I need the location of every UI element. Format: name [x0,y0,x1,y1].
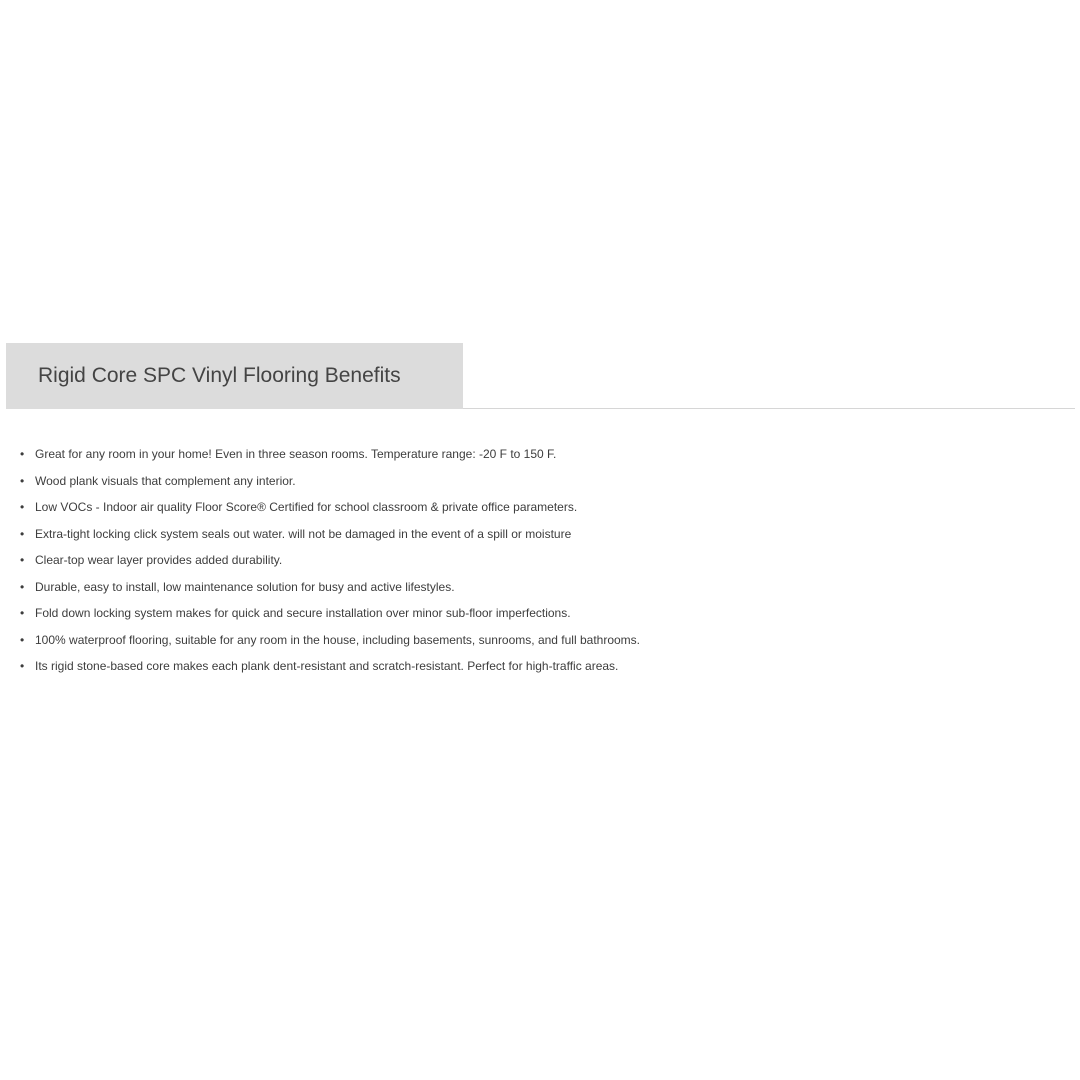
list-item-text: Extra-tight locking click system seals out water. will not be damaged in the event of a spill or moisture [35,526,572,541]
bullet-icon: • [20,553,25,567]
list-item-text: 100% waterproof flooring, suitable for any room in the house, including basements, sunrooms, and full bathrooms. [35,632,641,647]
bullet-icon: • [20,632,25,647]
list-item [20,468,1078,495]
list-item [20,627,1078,654]
list-item-text: Fold down locking system makes for quick and secure installation over minor sub-floor imperfections. [35,606,571,620]
bullet-icon: • [20,606,25,620]
list-item [20,494,1078,521]
list-item [20,547,1078,574]
list-item-text: Great for any room in your home! Even in three season rooms. Temperature range: -20 F to 150 F. [35,447,557,461]
tab-bar [6,343,1075,409]
list-item [20,441,1078,468]
bullet-icon: • [20,526,25,541]
benefits-list [20,441,1078,680]
list-item-text: Clear-top wear layer provides added durability. [35,553,283,567]
list-item [20,521,1078,548]
list-item-text: Durable, easy to install, low maintenance solution for busy and active lifestyles. [35,579,455,594]
list-item [20,574,1078,601]
list-item [20,653,1078,680]
bullet-icon: • [20,447,25,461]
list-item-text: Wood plank visuals that complement any interior. [35,473,296,488]
bullet-icon: • [20,473,25,488]
tab-rigid-core-spc-benefits[interactable]: Rigid Core SPC Vinyl Flooring Benefits [6,343,463,409]
list-item-text: Low VOCs - Indoor air quality Floor Score® Certified for school classroom & private office parameters. [35,500,578,514]
list-item [20,600,1078,627]
list-item-text: Its rigid stone-based core makes each plank dent-resistant and scratch-resistant. Perfect for high-traffic areas. [35,659,619,673]
bullet-icon: • [20,659,25,673]
bullet-icon: • [20,579,25,594]
bullet-icon: • [20,500,25,514]
